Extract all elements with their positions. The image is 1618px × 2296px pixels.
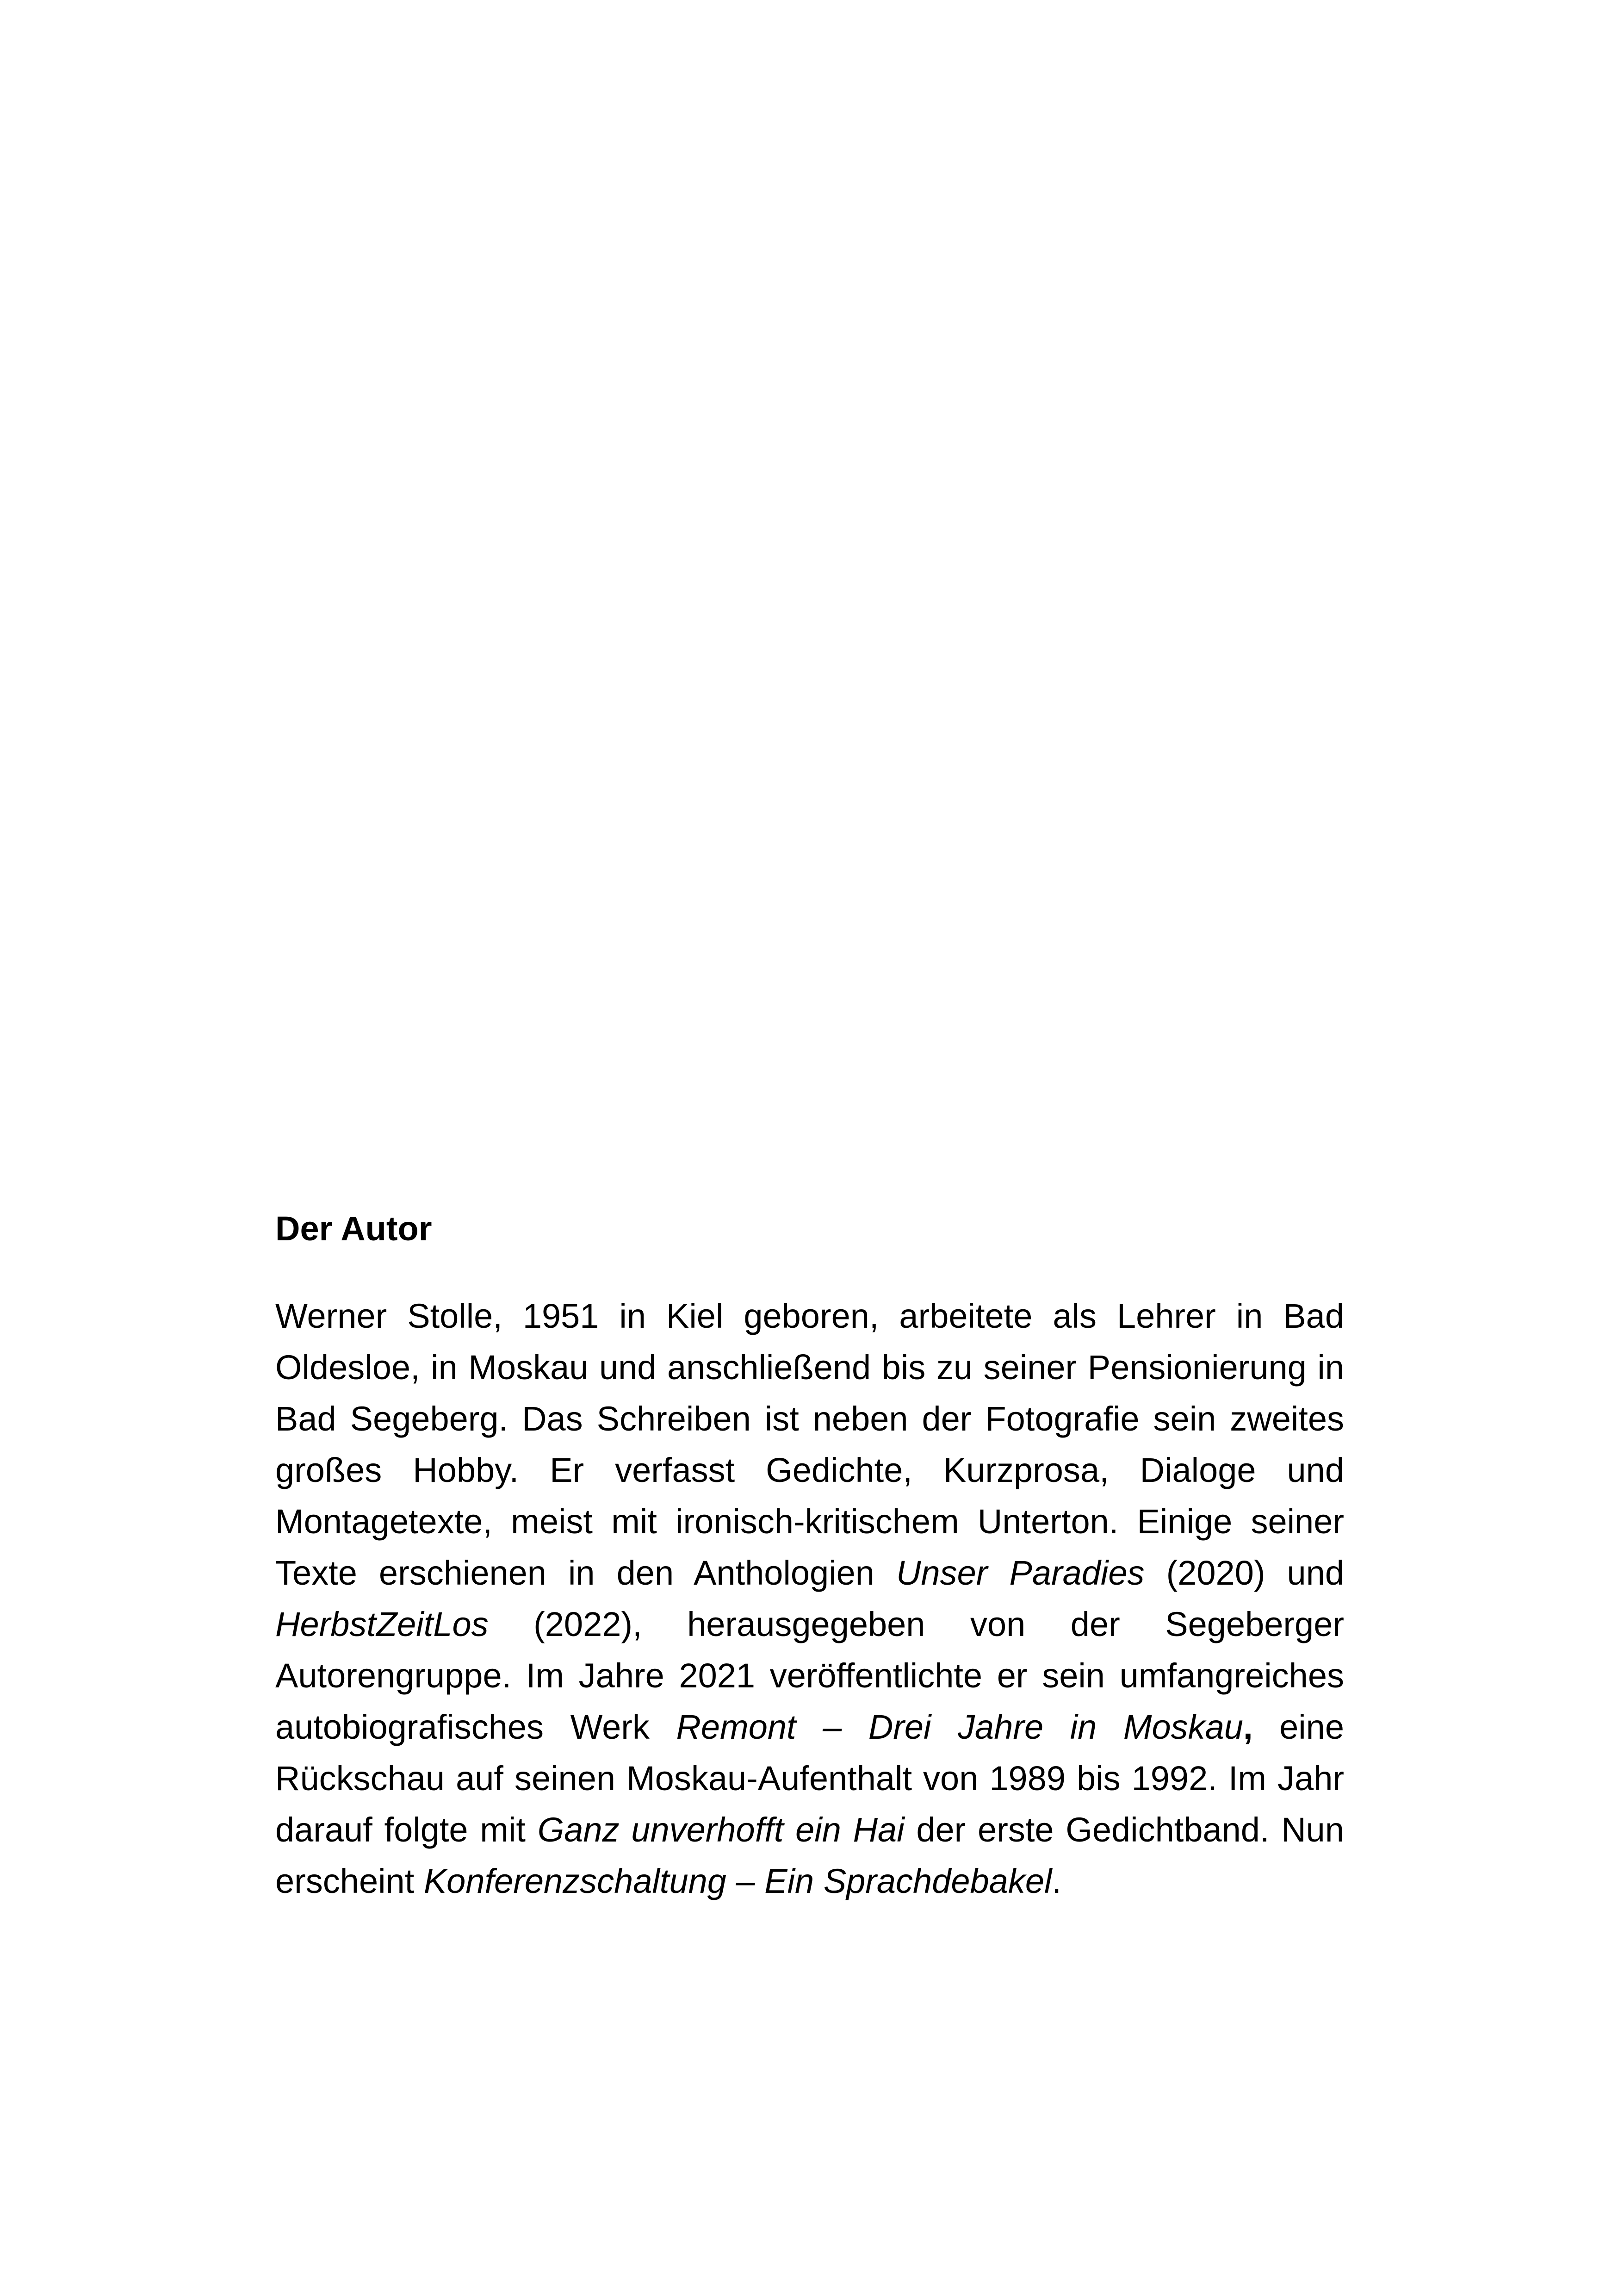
bio-text-2: (2020) und: [1144, 1554, 1345, 1592]
book-title-ganz-unverhofft: Ganz unverhofft ein Hai: [537, 1811, 905, 1849]
bio-text-6: .: [1052, 1862, 1061, 1900]
book-title-unser-paradies: Unser Paradies: [896, 1554, 1145, 1592]
bio-text-5: der erste Gedichtband. Nun erscheint: [275, 1811, 1344, 1900]
bio-text-4: eine Rückschau auf seinen Moskau-Aufenthalt von 1989 bis 1992. Im Jahr darauf folgte mit: [275, 1708, 1344, 1849]
author-bio-paragraph: [275, 1290, 1344, 1907]
bio-text-3: (2022), herausgegeben von der Segeberger Autorengruppe. Im Jahre 2021 veröffentlichte er sein umfangreiches autobiografisches Werk: [275, 1605, 1344, 1746]
book-title-konferenzschaltung: Konferenzschaltung – Ein Sprachdebakel: [423, 1862, 1052, 1900]
author-section: [275, 1203, 1344, 1907]
book-title-remont: Remont – Drei Jahre in Moskau: [676, 1708, 1243, 1746]
book-title-herbstzeitlos: HerbstZeitLos: [275, 1605, 489, 1643]
section-heading: Der Autor: [275, 1209, 432, 1248]
bio-text-1: Werner Stolle, 1951 in Kiel geboren, arbeitete als Lehrer in Bad Oldesloe, in Moskau und anschließend bis zu seiner Pensionierung in Bad Segeberg. Das Schreiben ist neben der Fotografie sein zweites großes Hobby. Er verfasst Gedichte, Kurzprosa, Dialoge und Montagetexte, meist mit ironisch-kritischem Unterton. Einige seiner Texte erschienen in den Anthologien: [275, 1297, 1344, 1592]
bold-comma: ,: [1243, 1708, 1253, 1746]
